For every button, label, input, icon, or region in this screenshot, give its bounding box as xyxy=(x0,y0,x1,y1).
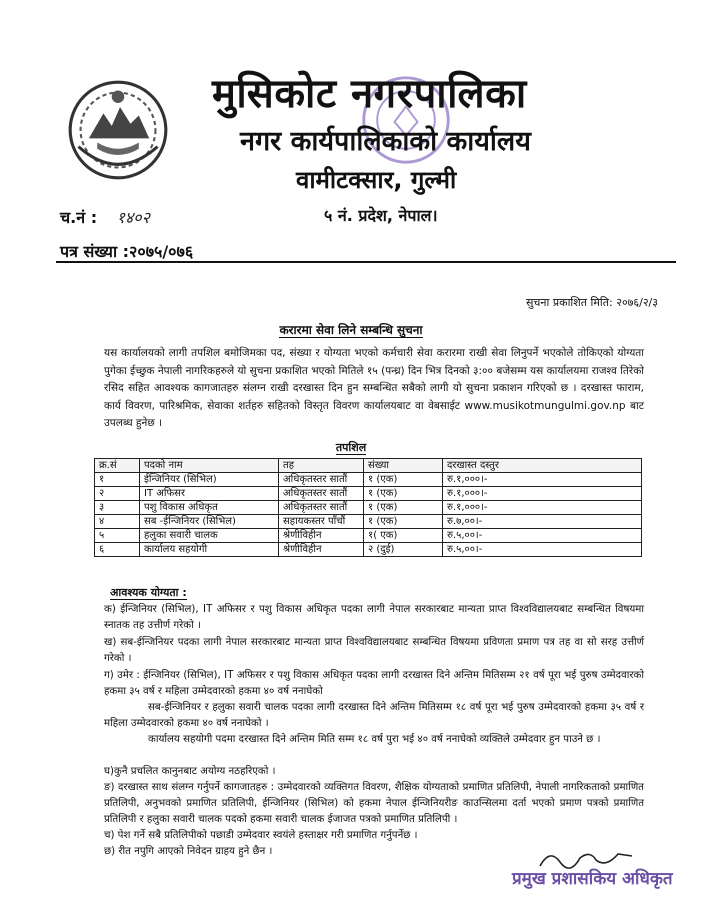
positions-table xyxy=(94,458,642,557)
cell-post: सब -ईन्जिनियर (सिभिल) xyxy=(140,515,279,529)
cell-level: श्रेणीविहीन xyxy=(279,543,364,557)
cell-post: पशु विकास अधिकृत xyxy=(140,501,279,515)
chalani-label: च.नं : xyxy=(60,208,98,227)
cell-level: अधिकृतस्तर सातौं xyxy=(279,487,364,501)
cell-level: अधिकृतस्तर सातौं xyxy=(279,473,364,487)
requirement-item-ka: क) ईन्जिनियर (सिभिल), IT अफिसर र पशु विकास अधिकृत पदका लागी नेपाल सरकारबाट मान्यता प्राप्त विश्वविद्यालयबाट सम्बन्धित विषयमा स्नातक तह उत्तीर्ण गरेको । xyxy=(104,604,644,631)
cell-sn: ५ xyxy=(95,529,140,543)
cell-level: अधिकृतस्तर सातौं xyxy=(279,501,364,515)
cell-count: १ (एक) xyxy=(364,515,443,529)
table-row xyxy=(95,473,642,487)
cell-post: IT अफिसर xyxy=(140,487,279,501)
cell-count: १( एक) xyxy=(364,529,443,543)
table-header-row xyxy=(95,459,642,473)
cell-sn: २ xyxy=(95,487,140,501)
cell-sn: ३ xyxy=(95,501,140,515)
requirement-item-ga: ग) उमेर : ईन्जिनियर (सिभिल), IT अफिसर र पशु विकास अधिकृत पदका लागी दरखास्त दिने अन्तिम मितिसम्म २१ वर्ष पूरा भई पुरुष उम्मेदवारको हकमा ३५ वर्ष र महिला उम्मेदवारको हकमा ४० वर्ष ननाघेको xyxy=(104,670,644,697)
notice-title-text: करारमा सेवा लिने सम्बन्धि सुचना xyxy=(279,323,423,337)
table-row xyxy=(95,529,642,543)
requirements-title-text: आवश्यक योग्यता : xyxy=(110,586,187,599)
cell-count: १ (एक) xyxy=(364,473,443,487)
cell-post: कार्यालय सहयोगी xyxy=(140,543,279,557)
cell-post: ईन्जिनियर (सिभिल) xyxy=(140,473,279,487)
cell-fee: रु.१,०००।- xyxy=(443,473,642,487)
cell-sn: ६ xyxy=(95,543,140,557)
col-header-count: संख्या xyxy=(364,459,443,473)
cell-level: सहायकस्तर पाँचौं xyxy=(279,515,364,529)
cell-sn: १ xyxy=(95,473,140,487)
requirement-item-kha: ख) सब-ईन्जिनियर पदका लागी नेपाल सरकारबाट मान्यता प्राप्त विश्वविद्यालयबाट सम्बन्धित विषयमा प्रविणता प्रमाण पत्र तह वा सो सरह उत्तीर्ण गरेको । xyxy=(104,637,644,664)
col-header-fee: दरखास्त दस्तुर xyxy=(443,459,642,473)
nepal-emblem-icon xyxy=(66,78,170,182)
published-date: सुचना प्रकाशित मिति: २०७६/२/३ xyxy=(525,296,658,309)
cell-count: १ (एक) xyxy=(364,487,443,501)
cell-fee: रु.१,०००।- xyxy=(443,487,642,501)
cell-count: १ (एक) xyxy=(364,501,443,515)
table-title xyxy=(0,440,702,455)
table-title-text: तपशिल xyxy=(335,441,367,454)
requirement-item-ga-office-assistant: कार्यालय सहयोगी पदमा दरखास्त दिने अन्तिम मिति सम्म १८ वर्ष पुरा भई ४० वर्ष ननाघेको व्यक्तिले उम्मेदवार हुन पाउने छ । xyxy=(148,734,601,745)
signatory-title: प्रमुख प्रशासकिय अधिकृत xyxy=(512,869,673,889)
intro-paragraph: यस कार्यालयको लागी तपशिल बमोजिमका पद, संख्या र योग्यता भएको कर्मचारी सेवा करारमा राखी सेवा लिनुपर्ने भएकोले तोकिएको योग्यता पुगेका ईच्छुक नेपाली नागरिकहरुले यो सुचना प्रकाशित भएको मितिले १५ (पन्ध्र) दिन भित्र दिनको ३:०० बजेसम्म यस कार्यालयमा राजश्व तिरेको रसिद सहित आवश्यक कागजातहरु संलग्न राखी दरखास्त दिन हुन सम्बन्धित सबैको लागी यो सुचना प्रकाशन गरिएको छ । दरखास्त फाराम, कार्य विवरण, पारिश्रमिक, सेवाका शर्तहरु सहितको विस्तृत विवरण कार्यालयबाट वा वेबसाईट www.musikotmungulmi.gov.np बाट उपलब्ध हुनेछ । xyxy=(104,347,644,430)
col-header-level: तह xyxy=(279,459,364,473)
chalani-number xyxy=(60,206,150,228)
col-header-post: पदको नाम xyxy=(140,459,279,473)
patra-sankhya: पत्र संख्या :२०७५/०७६ xyxy=(60,242,194,261)
requirements-title xyxy=(110,585,187,600)
cell-count: २ (दुई) xyxy=(364,543,443,557)
requirement-item-ga-sub-engineer: सब-ईन्जिनियर र हलुका सवारी चालक पदका लागी दरखास्त दिने अन्तिम मितिसम्म १८ वर्ष पूरा भई पुरुष उम्मेदवारको हकमा ३५ वर्ष र महिला उम्मेदवारको हकमा ४० वर्ष ननाघेको । xyxy=(104,702,644,729)
requirement-item-cha: च) पेश गर्ने सबै प्रतिलिपीको पछाडी उम्मेदवार स्वयंले हस्ताक्षर गरी प्रमाणित गर्नुपर्नेछ । xyxy=(104,830,418,841)
table-row xyxy=(95,501,642,515)
office-location: वामीटक्सार, गुल्मी xyxy=(296,166,457,194)
requirement-item-chha: छ) रीत नपुगि आएको निवेदन ग्राहय हुने छैन । xyxy=(104,846,273,857)
header-divider xyxy=(56,261,676,263)
table-row xyxy=(95,515,642,529)
cell-post: हलुका सवारी चालक xyxy=(140,529,279,543)
municipality-title: मुसिकोट नगरपालिका xyxy=(212,71,527,117)
table-row xyxy=(95,543,642,557)
cell-level: श्रेणीविहीन xyxy=(279,529,364,543)
province-label: ५ नं. प्रदेश, नेपाल। xyxy=(324,206,438,225)
cell-fee: रु.५,००।- xyxy=(443,543,642,557)
cell-fee: रु.५,००।- xyxy=(443,529,642,543)
col-header-sn: क्र.सं xyxy=(95,459,140,473)
cell-fee: रु.१,०००।- xyxy=(443,501,642,515)
requirement-item-gha: घ)कुनै प्रचलित कानुनबाट अयोग्य नठहरिएको । xyxy=(104,766,276,777)
table-row xyxy=(95,487,642,501)
chalani-value: १४०२ xyxy=(116,208,150,227)
office-subtitle: नगर कार्यपालिकाको कार्यालय xyxy=(240,126,531,157)
notice-title xyxy=(0,321,702,338)
cell-fee: रु.७,००।- xyxy=(443,515,642,529)
cell-sn: ४ xyxy=(95,515,140,529)
requirement-item-nga: ङ) दरखास्त साथ संलग्न गर्नुपर्ने कागजातहरु : उम्मेदवारको व्यक्तिगत विवरण, शैक्षिक योग्यताको प्रमाणित प्रतिलिपी, नेपाली नागरिकताको प्रमाणित प्रतिलिपी, अनुभवको प्रमाणित प्रतिलिपी, ईन्जिनियर (सिभिल) को हकमा नेपाल ईन्जिनियरीङ काउन्सिलमा दर्ता भएको प्रमाण पत्रको प्रमाणित प्रतिलिपी र हलुका सवारी चालक पदको हकमा सवारी चालक ईजाजत पत्रको प्रमाणित प्रतिलिपी । xyxy=(104,782,644,825)
